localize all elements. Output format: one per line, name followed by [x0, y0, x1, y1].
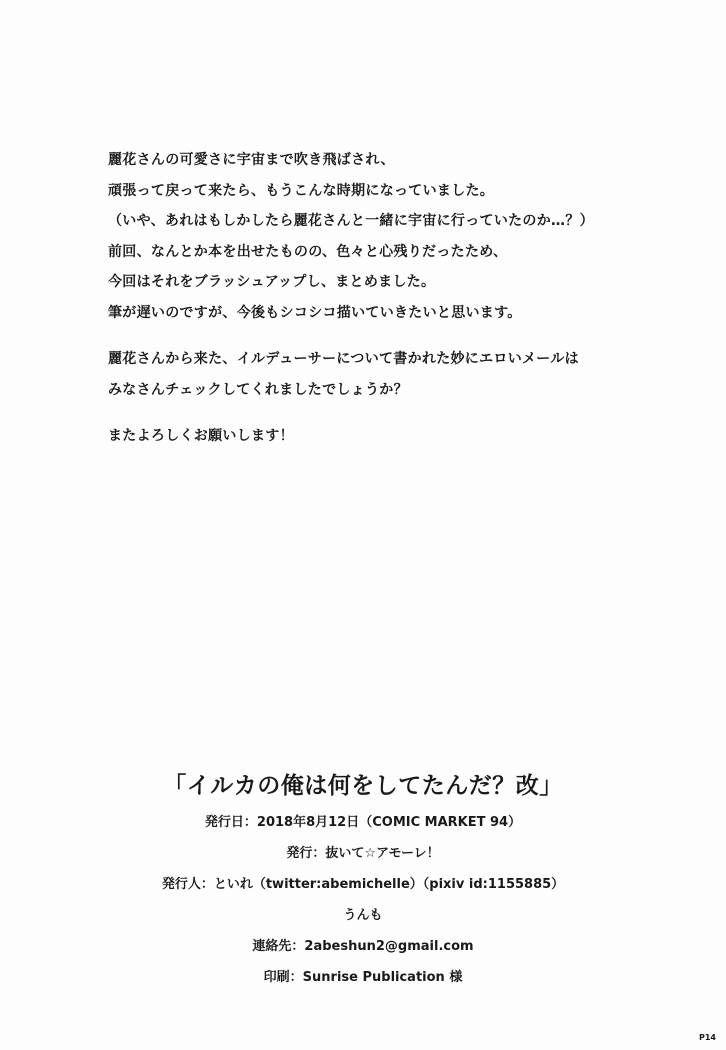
coauthor-name: うんも [343, 908, 383, 923]
afterword-line: 前回、なんとか本を出せたものの、色々と心残りだったため、 [108, 243, 508, 260]
contact-email: 2abeshun2@gmail.com [304, 939, 474, 954]
publish-date-value: 2018年8月12日（COMIC MARKET 94） [256, 815, 522, 830]
publisher-row [0, 845, 726, 863]
afterword-line: （いや、あれはもしかしたら麗花さんと一緒に宇宙に行っていたのか…？） [108, 213, 594, 229]
contact-label: 連絡先： [252, 939, 305, 954]
printer-value: Sunrise Publication 様 [302, 970, 463, 985]
afterword-line: 頑張って戻って来たら、もうこんな時期になっていました。 [108, 182, 495, 199]
afterword-line: 麗花さんの可愛さに宇宙まで吹き飛ばされ、 [108, 152, 395, 168]
colophon [0, 768, 726, 1000]
afterword-line: みなさんチェックしてくれましたでしょうか？ [108, 381, 408, 398]
author-row [0, 876, 726, 894]
publish-date-row [0, 814, 726, 832]
publish-date-label: 発行日： [204, 815, 257, 830]
afterword-line: またよろしくお願いします！ [108, 428, 294, 444]
printer-row [0, 969, 726, 987]
publisher-value: 抜いて☆アモーレ！ [325, 846, 440, 861]
afterword-line: 麗花さんから来た、イルデューサーについて書かれた妙にエロいメールは [108, 351, 579, 367]
afterword-line: 今回はそれをブラッシュアップし、まとめました。 [108, 274, 436, 290]
author-label: 発行人： [161, 877, 214, 892]
page-number: P14 [699, 1033, 716, 1042]
afterword-text [108, 150, 648, 457]
printer-label: 印刷： [263, 970, 303, 985]
publisher-label: 発行： [286, 846, 326, 861]
book-title: 「イルカの俺は何をしてたんだ？改」 [163, 773, 563, 799]
afterword-line: 筆が遅いのですが、今後もシコシコ描いていきたいと思います。 [108, 304, 522, 321]
author-value: といれ（twitter:abemichelle）（pixiv id:1155885） [213, 877, 565, 892]
paragraph-gap [108, 410, 648, 426]
coauthor-row [0, 907, 726, 925]
contact-row [0, 938, 726, 956]
paragraph-gap [108, 333, 648, 349]
